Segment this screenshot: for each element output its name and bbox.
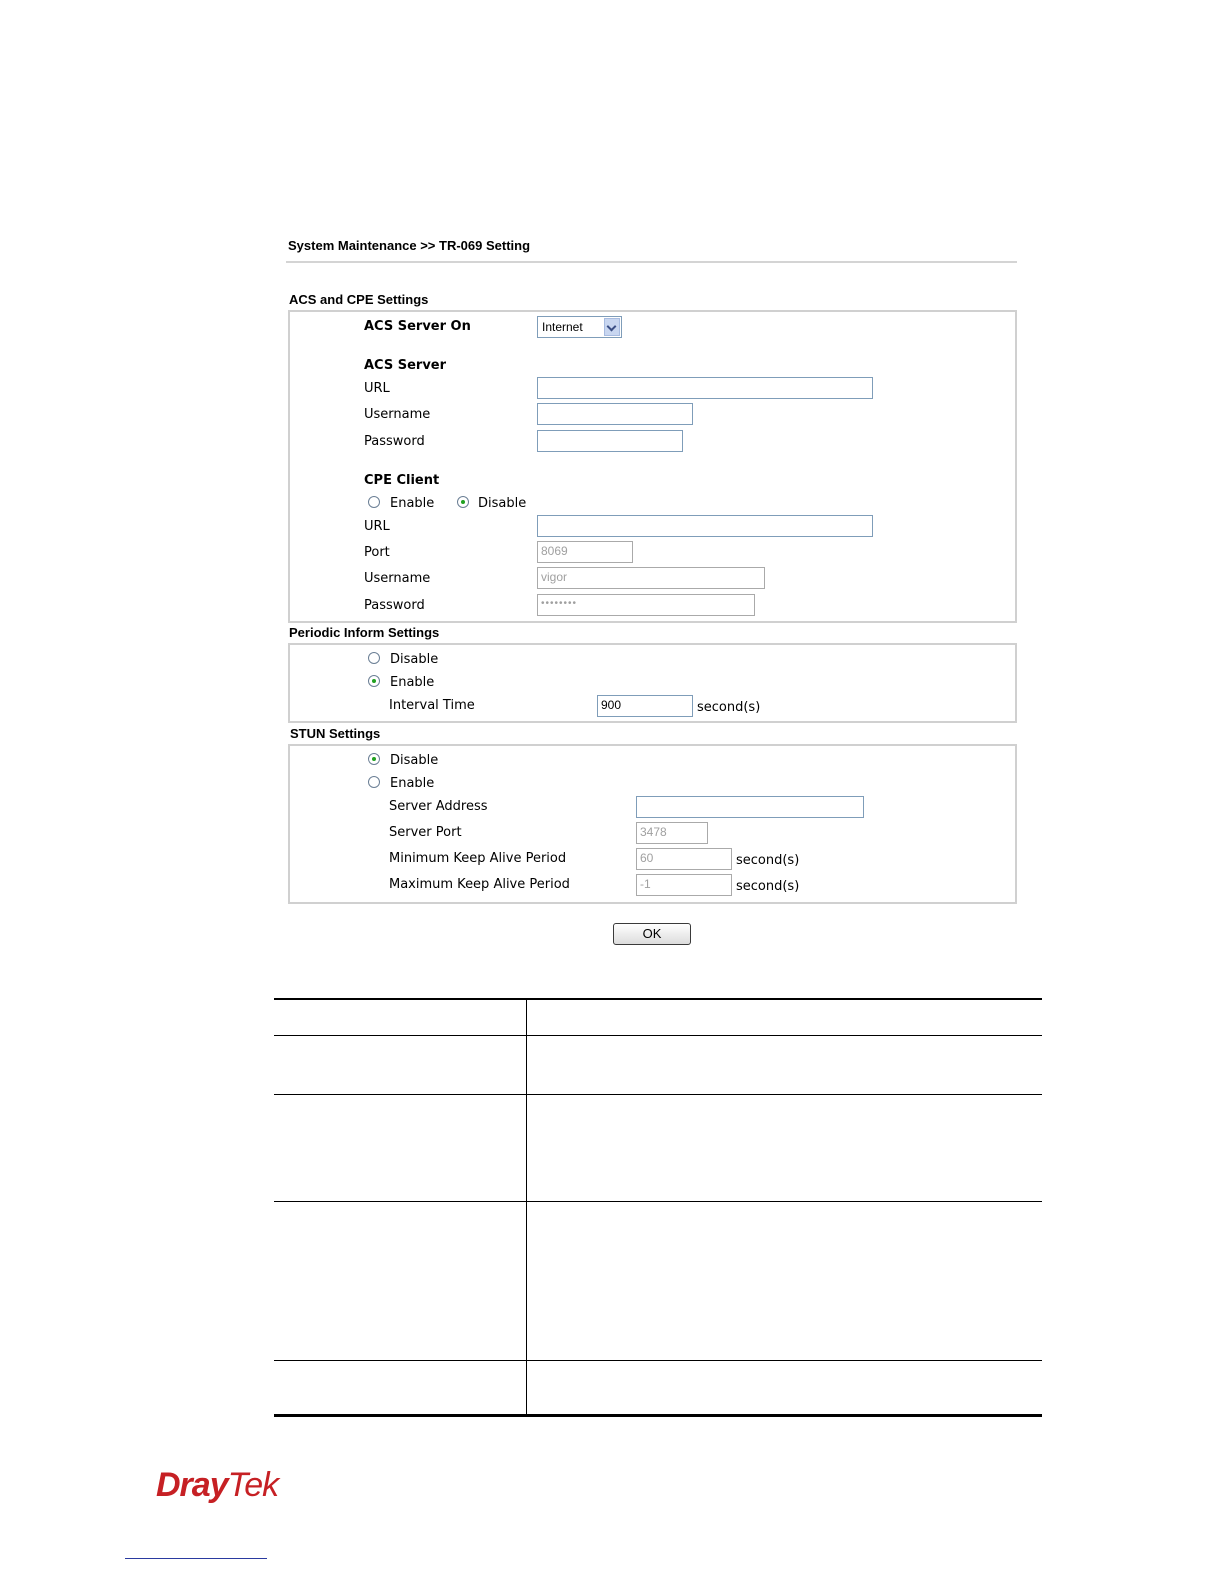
footer-rule [125, 1558, 267, 1559]
server-port-label: Server Port [389, 825, 462, 840]
logo-tek: Tek [227, 1466, 279, 1504]
acs-server-heading: ACS Server [364, 358, 447, 373]
server-address-label: Server Address [389, 799, 488, 814]
periodic-disable-label: Disable [390, 652, 439, 667]
cpe-port-input[interactable]: 8069 [537, 541, 633, 563]
table-column-divider [526, 999, 527, 1416]
acs-password-label: Password [364, 434, 425, 449]
server-port-input[interactable]: 3478 [636, 822, 708, 844]
stun-enable-radio[interactable] [368, 776, 380, 788]
interval-unit: second(s) [697, 700, 761, 715]
periodic-heading: Periodic Inform Settings [289, 625, 440, 640]
logo-dray: Dray [156, 1466, 228, 1504]
cpe-username-input[interactable]: vigor [537, 567, 765, 589]
max-keep-alive-unit: second(s) [736, 879, 800, 894]
table-bottom-rule [274, 1414, 1042, 1417]
acs-server-on-select[interactable] [537, 316, 622, 338]
cpe-url-label: URL [364, 519, 390, 534]
cpe-password-input[interactable]: •••••••• [537, 594, 755, 616]
table-header-rule [274, 1035, 1042, 1036]
periodic-enable-radio[interactable] [368, 675, 380, 687]
table-row-rule [274, 1360, 1042, 1361]
title-divider [286, 261, 1017, 263]
table-top-rule [274, 998, 1042, 1000]
stun-heading: STUN Settings [290, 726, 381, 741]
periodic-disable-radio[interactable] [368, 652, 380, 664]
cpe-port-label: Port [364, 545, 390, 560]
min-keep-alive-unit: second(s) [736, 853, 800, 868]
server-address-input[interactable] [636, 796, 864, 818]
cpe-url-input[interactable] [537, 515, 873, 537]
acs-server-on-label: ACS Server On [364, 319, 471, 334]
interval-time-input[interactable]: 900 [597, 695, 693, 717]
table-row-rule [274, 1201, 1042, 1202]
stun-enable-label: Enable [390, 776, 435, 791]
interval-time-label: Interval Time [389, 698, 475, 713]
cpe-disable-radio[interactable] [457, 496, 469, 508]
cpe-username-label: Username [364, 571, 431, 586]
chevron-down-icon [604, 318, 620, 336]
min-keep-alive-input[interactable]: 60 [636, 848, 732, 870]
max-keep-alive-label: Maximum Keep Alive Period [389, 877, 570, 892]
acs-password-input[interactable] [537, 430, 683, 452]
max-keep-alive-input[interactable]: -1 [636, 874, 732, 896]
stun-disable-radio[interactable] [368, 753, 380, 765]
table-row-rule [274, 1094, 1042, 1095]
stun-disable-label: Disable [390, 753, 439, 768]
min-keep-alive-label: Minimum Keep Alive Period [389, 851, 567, 866]
acs-username-input[interactable] [537, 403, 693, 425]
cpe-enable-label: Enable [390, 496, 435, 511]
ok-button[interactable]: OK [613, 923, 691, 945]
draytek-logo [156, 1466, 278, 1505]
acs-url-label: URL [364, 381, 390, 396]
cpe-password-label: Password [364, 598, 425, 613]
acs-username-label: Username [364, 407, 431, 422]
cpe-disable-label: Disable [478, 496, 527, 511]
page-title: System Maintenance >> TR-069 Setting [288, 238, 531, 253]
periodic-enable-label: Enable [390, 675, 435, 690]
acs-url-input[interactable] [537, 377, 873, 399]
cpe-client-heading: CPE Client [364, 473, 440, 488]
acs-server-on-value: Internet [542, 320, 583, 334]
cpe-enable-radio[interactable] [368, 496, 380, 508]
acs-cpe-heading: ACS and CPE Settings [289, 292, 429, 307]
